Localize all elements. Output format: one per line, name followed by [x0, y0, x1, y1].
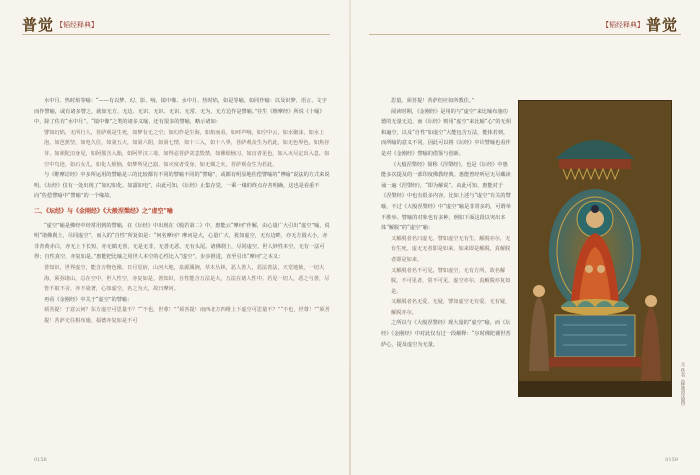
page-number-left: 0158 — [34, 457, 47, 463]
paragraph: 思量。须菩提！菩萨但应如所教住。” — [391, 98, 475, 104]
left-body-text — [34, 96, 330, 326]
quotation: 又解脱者名无爱、无疑，譬如虚空无有爱、无有疑，解脱亦尔。 — [391, 299, 511, 316]
running-header-left — [22, 14, 98, 35]
header-logo: 普觉 — [22, 16, 55, 34]
right-body-text — [381, 96, 511, 350]
paragraph: 《大般涅槃经》简称《涅槃经》，也是《坛经》中惠能多次提及的一部印度佛教经典。惠能曾经听尼无尽藏读诵一遍《涅槃经》，“即为解说”。由此可知，惠能对于《涅槃经》中也有很多内容，比如上述与“虚空”有关的譬喻，不过《大般涅槃经》中“虚空”喻是非常多的，可谓举不胜举。譬喻的对象也有多种，例如下面这段以突出本体“解脱”的“虚空”喻： — [381, 161, 511, 232]
quotation: 善知识，世界虚空，能含万物色像，日月星宿，山河大地，泉源溪涧，草木丛林，恶人善人，恶法善法，天堂地狱，一切大海，须弥诸山，总在空中，世人性空，亦复如是。善知识，自性能含万法是大，万法在诸人性中。若见一切人，恶之与善，尽皆不取不舍，亦不染著，心如虚空，名之为大，故曰摩诃。 — [44, 264, 330, 293]
left-page — [0, 0, 349, 475]
paragraph: 水中月、热时焰等喻：“——有以梦、幻、影、响、镜中像、水中月、热时焰，如是等喻，如同作喻：以及识梦、语言、文字而作譬喻，或有诸多譬之，就如无方、无边、无识、无识、无识、无常、无为，无方边作是譬喻。”往生《维摩经》所说《十喻》中，除了佐有“水中月”、“镜中像”之类的诸多义喻，还有很多的譬喻，略示诸如： — [34, 98, 327, 126]
page-number-right: 0159 — [665, 457, 678, 463]
paragraph: “虚空”喻是佛经中经常用到的譬喻，在《坛经》中出现在《般若第二》中，惠能云“摩诃”作解，由心量广大引出“虚空”喻，说明“诸佛刹土，尽同虚空”，而入的“自性”所复如是：“何名摩诃？摩诃是大，心量广大，犹如虚空，无有边畔，亦无方圆大小，亦非青黄赤白，亦无上下长短，亦无瞋无喜，无是无非，无善无恶，无有头尾。诸佛刹土，尽同虚空。世人妙性本空，无有一法可得；自性真空，亦复如是。”惠能把比喻之用世人本空的心性比入“虚空”，步步推进，直至引出“摩诃”之本义： — [34, 222, 330, 261]
buddha-painting-image — [518, 100, 672, 397]
paragraph: 与《维摩诘经》中多所运用的譬喻是三的比较都有不同的譬喻不同的“譬喻”，或都有明显地佐偿譬喻的“博喻”说法的方式来说明。《坛经》仅有一处出现了“如幻如化、如露如电”，由此可知，《坛经》止集存觉，一乘一缘的终点存菩明确，这也是看重不向“佐偿譬喻中“譬喻”的一个缘故。 — [34, 172, 330, 200]
header-rule — [369, 34, 681, 35]
quotation: 又解脱者名不可见，譬如虚空，无有方所，故名解脱。不可见者，常不可见，虚空亦尔，真解脱亦复如是。 — [391, 267, 511, 295]
quotation: 又解脱者名曰虚无。譬如虚空无有生，解脱亦尔，无有生死。虚无无者即是如来，如来即是解脱，真解脱者即是如来。 — [391, 235, 511, 263]
header-rule — [22, 34, 330, 35]
header-column-tag: 【韬经释典】 — [56, 20, 99, 29]
paragraph: 之所以与《大般涅槃经》现大量的“虚空”喻，而《坛经》《金刚经》中对此仅有过一段解释：“尔时佛陀谢世菩萨心，提及虚空为无量。 — [381, 320, 511, 348]
buddha-painting-illustration — [519, 101, 671, 396]
header-column-tag: 【韬经释典】 — [601, 20, 644, 29]
quotation: 须菩提！于意云何？东方虚空可思量不？”“不也，世尊！”“须菩提！南西北方四维上下虚空可思量不？”“不也，世尊！”“须菩提！菩萨无住相布施，福德亦复如是不可 — [44, 307, 330, 324]
paragraph: 阅读时期，《金刚经》是用的与“虚空”来比喻布施功德的无量无边，而《坛经》则用“虚空”来比喻“心”的无相和遍空，以及“自性”如虚空“大能包含万法，能体若到，而所喻的意义不同。因此可以将《坛经》中许譬喻也看作是对《金刚经》譬喻的借鉴与创新。 — [381, 108, 511, 157]
header-logo: 普觉 — [645, 16, 678, 34]
section-heading: 二、《坛经》与《金刚经》《大般涅槃经》之“虚空”喻 — [34, 207, 173, 215]
painting-caption: 元 佚名《释迦说法图》 — [680, 362, 685, 409]
running-header-right — [602, 14, 678, 35]
right-page — [351, 0, 700, 475]
quotation: 譬如幻焰，无所行人，菩萨观是生死，如梦有无之空；如幻作是尘海，如焰而看，如呼声响，如空中云，如水聚沫，如水上泡，如芭蕉坚，如电久住，如第五大，如第六阴，如第七情，如十三入，如十八界，菩萨观众生为若此，如无色界色，如焦谷芽，如须陀洹身见，如阿那含入胎，如阿罗汉三毒，如得忍菩萨贪恚毁禁，如佛烦恼习，如盲者见色，如入灭尽定出入息，如空中鸟迹，如石女儿，如化人烦恼，如梦所见已寤，如灭度者受身，如无烟之火，菩萨观众生为若此。 — [44, 129, 330, 168]
paragraph: 再看《金刚经》中关于“虚空”的譬喻： — [44, 296, 133, 303]
